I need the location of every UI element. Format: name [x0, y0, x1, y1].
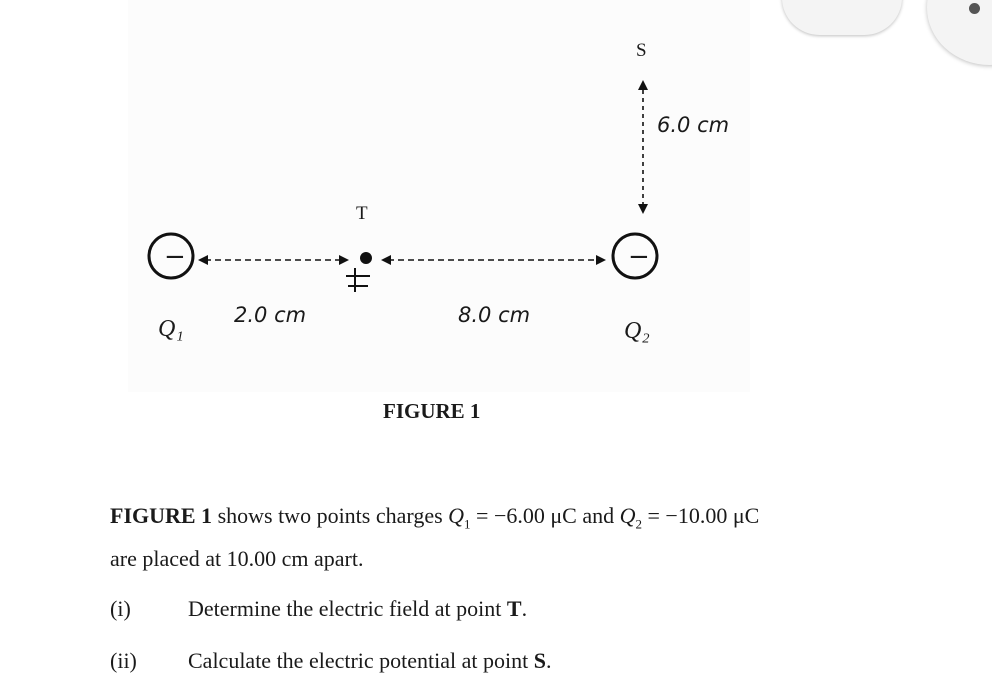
part-ii-number: (ii)	[110, 648, 137, 673]
part-i-text: Determine the electric field at point T.	[188, 596, 528, 621]
dimension-s-q2	[638, 80, 648, 214]
part-ii-text: Calculate the electric potential at point S.	[188, 648, 552, 673]
part-i-number: (i)	[110, 596, 131, 621]
point-t-marker	[346, 252, 372, 292]
q2-sign: −	[628, 242, 650, 272]
distance-q1t-label: 2.0 cm	[234, 303, 307, 327]
distance-ts-label: 6.0 cm	[657, 113, 730, 137]
distance-tq2-label: 8.0 cm	[458, 303, 531, 327]
point-t-label: T	[356, 203, 368, 224]
q1-sign: −	[164, 242, 186, 272]
dimension-t-q2	[381, 255, 606, 265]
problem-statement-line1: FIGURE 1 shows two points charges $Q_1 = -6.00$ μC and $Q_2 = -10.00$ μC	[110, 503, 760, 532]
figure-reference: FIGURE 1	[110, 503, 213, 528]
dimension-q1-t	[198, 255, 349, 265]
q1-label: Q₁	[158, 316, 184, 342]
q2-label: Q₂	[624, 318, 650, 344]
problem-statement-line2: are placed at 10.00 cm apart.	[110, 546, 364, 571]
figure-caption: FIGURE 1	[383, 399, 481, 423]
point-s-label: S	[636, 40, 647, 61]
